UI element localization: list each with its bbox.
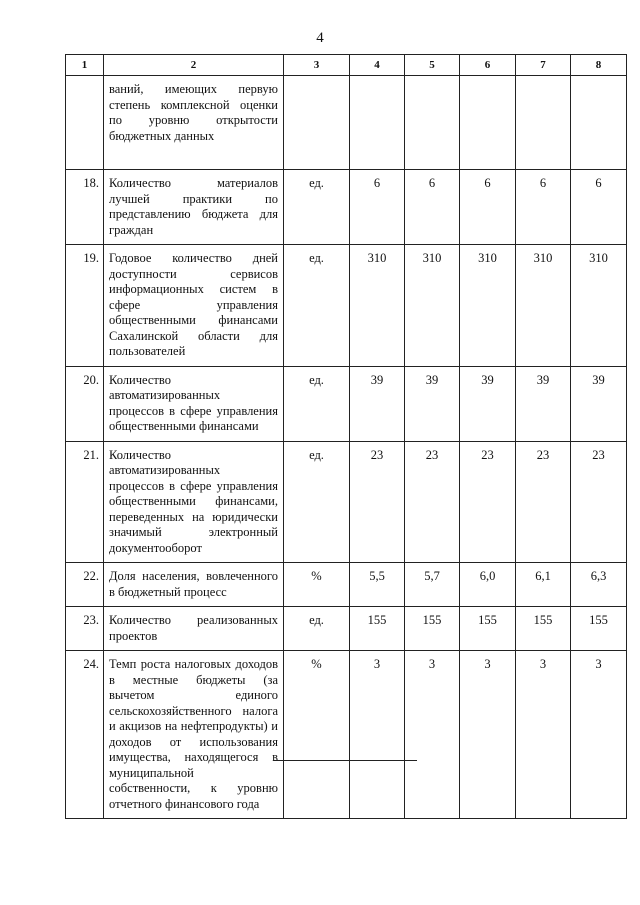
row-value: 155 — [460, 607, 516, 651]
row-unit: ед. — [284, 366, 350, 441]
row-number: 23. — [66, 607, 104, 651]
table-row — [66, 607, 627, 651]
row-number — [66, 76, 104, 170]
row-value: 6 — [571, 170, 627, 245]
row-value: 3 — [516, 651, 571, 819]
row-unit: ед. — [284, 441, 350, 563]
row-value: 155 — [571, 607, 627, 651]
row-description: Темп роста налоговых доходов в местные бюджеты (за вычетом единого сельскохозяйственного налога и акцизов на нефтепродукты) и доходов от использования имущества, находящегося в муниципальной собственности, к уровню отчетного финансового года — [104, 651, 284, 819]
row-value: 6 — [460, 170, 516, 245]
row-value: 39 — [405, 366, 460, 441]
row-unit: ед. — [284, 607, 350, 651]
row-description: Годовое количество дней доступности сервисов информационных систем в сфере управления общественными финансами Сахалинской области для пользователей — [104, 245, 284, 367]
table-row — [66, 651, 627, 819]
row-value: 39 — [350, 366, 405, 441]
row-value: 6 — [516, 170, 571, 245]
row-number: 20. — [66, 366, 104, 441]
row-value: 310 — [350, 245, 405, 367]
row-unit: ед. — [284, 245, 350, 367]
row-value: 23 — [516, 441, 571, 563]
row-value: 310 — [460, 245, 516, 367]
row-value: 6,1 — [516, 563, 571, 607]
row-value: 310 — [516, 245, 571, 367]
row-value: 6 — [350, 170, 405, 245]
row-value: 3 — [460, 651, 516, 819]
row-value: 3 — [571, 651, 627, 819]
row-value: 6,3 — [571, 563, 627, 607]
row-unit: % — [284, 563, 350, 607]
row-value: 39 — [460, 366, 516, 441]
row-value: 310 — [405, 245, 460, 367]
header-col-7: 7 — [516, 55, 571, 76]
table-row — [66, 366, 627, 441]
row-value: 39 — [516, 366, 571, 441]
header-row — [66, 55, 627, 76]
row-unit: ед. — [284, 170, 350, 245]
header-col-4: 4 — [350, 55, 405, 76]
row-number: 18. — [66, 170, 104, 245]
table-row — [66, 76, 627, 170]
page-number: 4 — [316, 30, 324, 46]
row-value: 155 — [405, 607, 460, 651]
header-col-5: 5 — [405, 55, 460, 76]
row-value: 23 — [460, 441, 516, 563]
row-value: 39 — [571, 366, 627, 441]
table-row — [66, 441, 627, 563]
row-value — [460, 76, 516, 170]
header-col-2: 2 — [104, 55, 284, 76]
row-value: 23 — [405, 441, 460, 563]
row-value: 3 — [350, 651, 405, 819]
row-unit: % — [284, 651, 350, 819]
row-description: Доля населения, вовлеченного в бюджетный процесс — [104, 563, 284, 607]
indicators-table — [65, 54, 627, 819]
table-row — [66, 245, 627, 367]
row-number: 22. — [66, 563, 104, 607]
header-col-3: 3 — [284, 55, 350, 76]
header-col-6: 6 — [460, 55, 516, 76]
row-value — [350, 76, 405, 170]
row-description: ваний, имеющих первую степень комплексной оценки по уровню открытости бюджетных данных — [104, 76, 284, 170]
row-value — [405, 76, 460, 170]
row-number: 24. — [66, 651, 104, 819]
row-description: Количество материалов лучшей практики по представлению бюджета для граждан — [104, 170, 284, 245]
row-description: Количество автоматизированных процессов в сфере управления общественными финансами, переведенных на юридически значимый электронный документооборот — [104, 441, 284, 563]
row-value: 5,5 — [350, 563, 405, 607]
table-row — [66, 563, 627, 607]
row-description: Количество автоматизированных процессов в сфере управления общественными финансами — [104, 366, 284, 441]
row-value: 6,0 — [460, 563, 516, 607]
footer-divider-line — [273, 760, 417, 761]
header-col-8: 8 — [571, 55, 627, 76]
row-value — [516, 76, 571, 170]
row-value: 23 — [350, 441, 405, 563]
row-number: 19. — [66, 245, 104, 367]
row-unit — [284, 76, 350, 170]
table-row — [66, 170, 627, 245]
row-description: Количество реализованных проектов — [104, 607, 284, 651]
row-value: 6 — [405, 170, 460, 245]
row-value: 310 — [571, 245, 627, 367]
row-value: 23 — [571, 441, 627, 563]
row-value: 155 — [350, 607, 405, 651]
row-number: 21. — [66, 441, 104, 563]
header-col-1: 1 — [66, 55, 104, 76]
row-value — [571, 76, 627, 170]
row-value: 155 — [516, 607, 571, 651]
row-value: 5,7 — [405, 563, 460, 607]
row-value: 3 — [405, 651, 460, 819]
